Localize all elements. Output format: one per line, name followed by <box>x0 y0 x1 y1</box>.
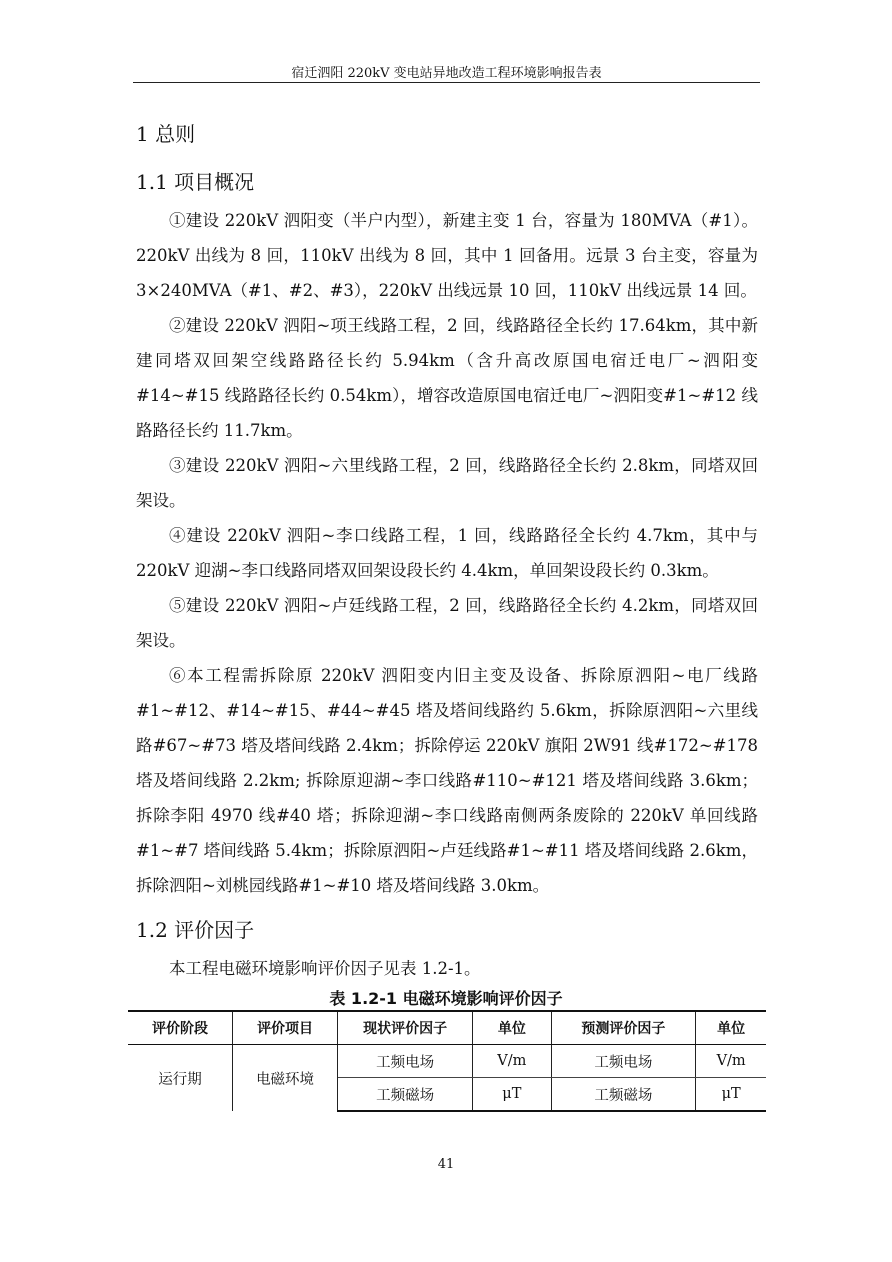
page-number: 41 <box>437 1157 455 1172</box>
paragraph: 本工程电磁环境影响评价因子见表 1.2-1。 <box>169 959 481 978</box>
paragraph: ②建设 220kV 泗阳~项王线路工程，2 回，线路路径全长约 17.64km，其中新建同塔双回架空线路路径长约 5.94km（含升高改原国电宿迁电厂~泗阳变#14~#15 线路路径长约 0.54km），增容改造原国电宿迁电厂~泗阳变#1~#12 线路路径长约 11.7km。 <box>136 316 758 440</box>
evaluation-factor-table <box>128 1010 766 1112</box>
current-factor-cell: 工频磁场 <box>338 1078 473 1112</box>
section-1-1-title: 1.1 项目概况 <box>136 170 255 194</box>
paragraph: ③建设 220kV 泗阳~六里线路工程，2 回，线路路径全长约 2.8km，同塔双回架设。 <box>136 456 758 510</box>
table-header-cell: 单位 <box>473 1011 551 1045</box>
paragraph: ①建设 220kV 泗阳变（半户内型），新建主变 1 台，容量为 180MVA（#1）。220kV 出线为 8 回，110kV 出线为 8 回，其中 1 回备用。远景 3 台主变，容量为 3×240MVA（#1、#2、#3），220kV 出线远景 10 回，110kV 出线远景 14 回。 <box>136 211 758 300</box>
item-cell: 电磁环境 <box>233 1045 338 1112</box>
unit-cell: μT <box>473 1078 551 1112</box>
unit-cell: V/m <box>696 1045 766 1078</box>
table-row <box>128 1045 766 1078</box>
table-header-cell: 评价阶段 <box>128 1011 233 1045</box>
paragraph: ⑤建设 220kV 泗阳~卢廷线路工程，2 回，线路路径全长约 4.2km，同塔双回架设。 <box>136 596 758 650</box>
project-overview-body <box>136 203 758 903</box>
table-header-cell: 现状评价因子 <box>338 1011 473 1045</box>
table-header-cell: 预测评价因子 <box>551 1011 696 1045</box>
section-1-2-title: 1.2 评价因子 <box>136 918 255 942</box>
paragraph: ④建设 220kV 泗阳~李口线路工程，1 回，线路路径全长约 4.7km，其中与 220kV 迎湖~李口线路同塔双回架设段长约 4.4km，单回架设段长约 0.3km。 <box>136 526 758 580</box>
table-caption: 表 1.2-1 电磁环境影响评价因子 <box>329 989 563 1008</box>
table-header-row <box>128 1011 766 1045</box>
paragraph: ⑥本工程需拆除原 220kV 泗阳变内旧主变及设备、拆除原泗阳~电厂线路#1~#12、#14~#15、#44~#45 塔及塔间线路约 5.6km，拆除原泗阳~六里线路#67~#73 塔及塔间线路 2.4km；拆除停运 220kV 旗阳 2W91 线#172~#178 塔及塔间线路 2.2km; 拆除原迎湖~李口线路#110~#121 塔及塔间线路 3.6km；拆除李阳 4970 线#40 塔；拆除迎湖~李口线路南侧两条废除的 220kV 单回线路#1~#7 塔间线路 5.4km；拆除原泗阳~卢廷线路#1~#11 塔及塔间线路 2.6km，拆除泗阳~刘桃园线路#1~#10 塔及塔间线路 3.0km。 <box>136 666 758 895</box>
table-header-cell: 单位 <box>696 1011 766 1045</box>
running-header: 宿迁泗阳 220kV 变电站异地改造工程环境影响报告表 <box>291 66 602 81</box>
stage-cell: 运行期 <box>128 1045 233 1112</box>
unit-cell: μT <box>696 1078 766 1112</box>
predicted-factor-cell: 工频磁场 <box>551 1078 696 1112</box>
evaluation-factor-body <box>136 951 758 986</box>
current-factor-cell: 工频电场 <box>338 1045 473 1078</box>
section-1-title: 1 总则 <box>136 122 196 146</box>
table-header-cell: 评价项目 <box>233 1011 338 1045</box>
predicted-factor-cell: 工频电场 <box>551 1045 696 1078</box>
unit-cell: V/m <box>473 1045 551 1078</box>
header-rule <box>133 82 760 83</box>
